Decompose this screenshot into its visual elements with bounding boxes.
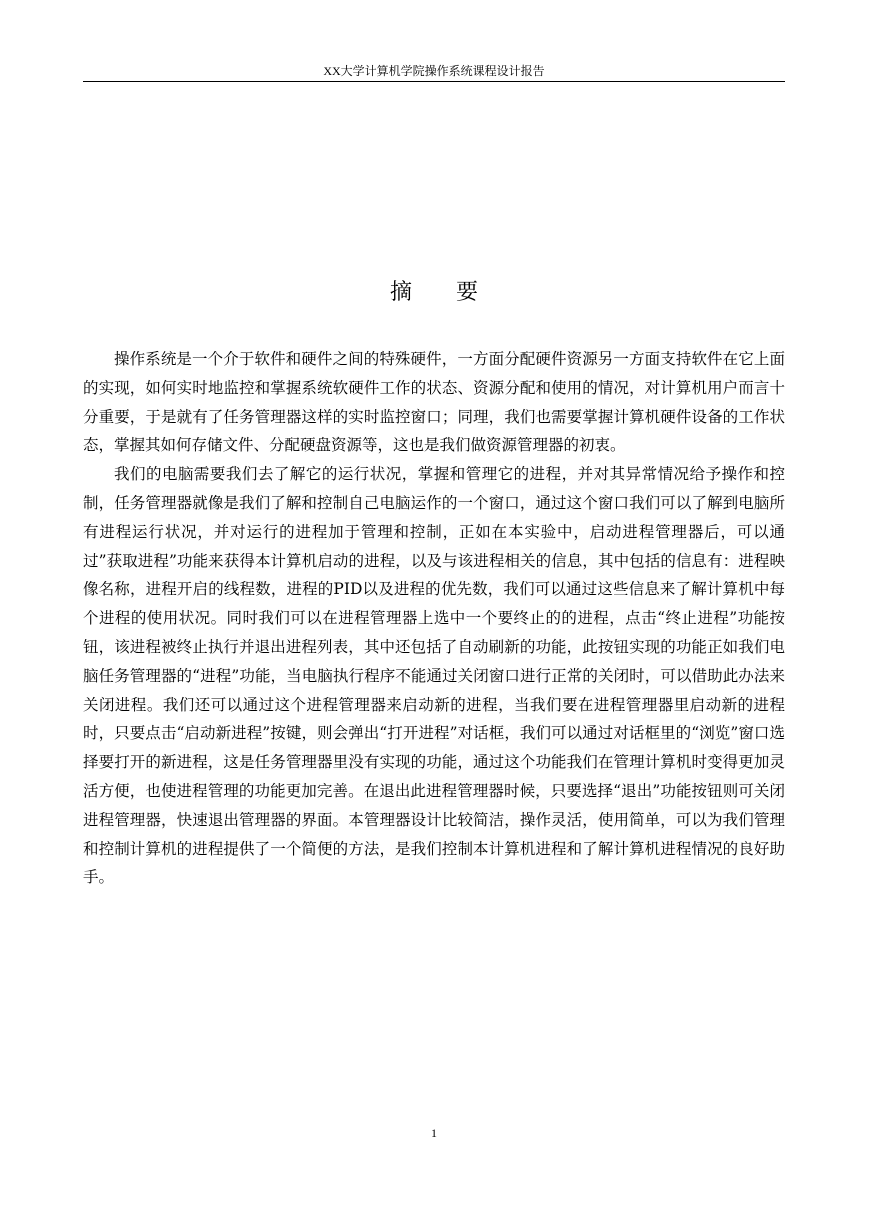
- page-header: XX大学计算机学院操作系统课程设计报告: [323, 64, 545, 78]
- abstract-body: [83, 345, 785, 892]
- page-number: 1: [431, 1126, 437, 1140]
- title-char-2: 要: [456, 280, 479, 305]
- page-title: [83, 278, 785, 308]
- title-char-1: 摘: [389, 280, 412, 305]
- header-divider: [83, 81, 785, 82]
- paragraph-1: 操作系统是一个介于软件和硬件之间的特殊硬件，一方面分配硬件资源另一方面支持软件在它上面的实现，如何实时地监控和掌握系统软硬件工作的状态、资源分配和使用的情况，对计算机用户而言十分重要，于是就有了任务管理器这样的实时监控窗口；同理，我们也需要掌握计算机硬件设备的工作状态，掌握其如何存储文件、分配硬盘资源等，这也是我们做资源管理器的初衷。: [83, 350, 785, 455]
- paragraph-2: 我们的电脑需要我们去了解它的运行状况，掌握和管理它的进程，并对其异常情况给予操作和控制，任务管理器就像是我们了解和控制自己电脑运作的一个窗口，通过这个窗口我们可以了解到电脑所有进程运行状况，并对运行的进程加于管理和控制，正如在本实验中，启动进程管理器后，可以通过”获取进程”功能来获得本计算机启动的进程，以及与该进程相关的信息，其中包括的信息有：进程映像名称，进程开启的线程数，进程的PID以及进程的优先数，我们可以通过这些信息来了解计算机中每个进程的使用状况。同时我们可以在进程管理器上选中一个要终止的的进程，点击“终止进程”功能按钮，该进程被终止执行并退出进程列表，其中还包括了自动刷新的功能，此按钮实现的功能正如我们电脑任务管理器的“进程”功能，当电脑执行程序不能通过关闭窗口进行正常的关闭时，可以借助此办法来关闭进程。我们还可以通过这个进程管理器来启动新的进程，当我们要在进程管理器里启动新的进程时，只要点击“启动新进程”按键，则会弹出“打开进程”对话框，我们可以通过对话框里的“浏览”窗口选择要打开的新进程，这是任务管理器里没有实现的功能，通过这个功能我们在管理计算机时变得更加灵活方便，也使进程管理的功能更加完善。在退出此进程管理器时候，只要选择“退出”功能按钮则可关闭进程管理器，快速退出管理器的界面。本管理器设计比较简洁，操作灵活，使用简单，可以为我们管理和控制计算机的进程提供了一个简便的方法，是我们控制本计算机进程和了解计算机进程情况的良好助手。: [83, 465, 785, 887]
